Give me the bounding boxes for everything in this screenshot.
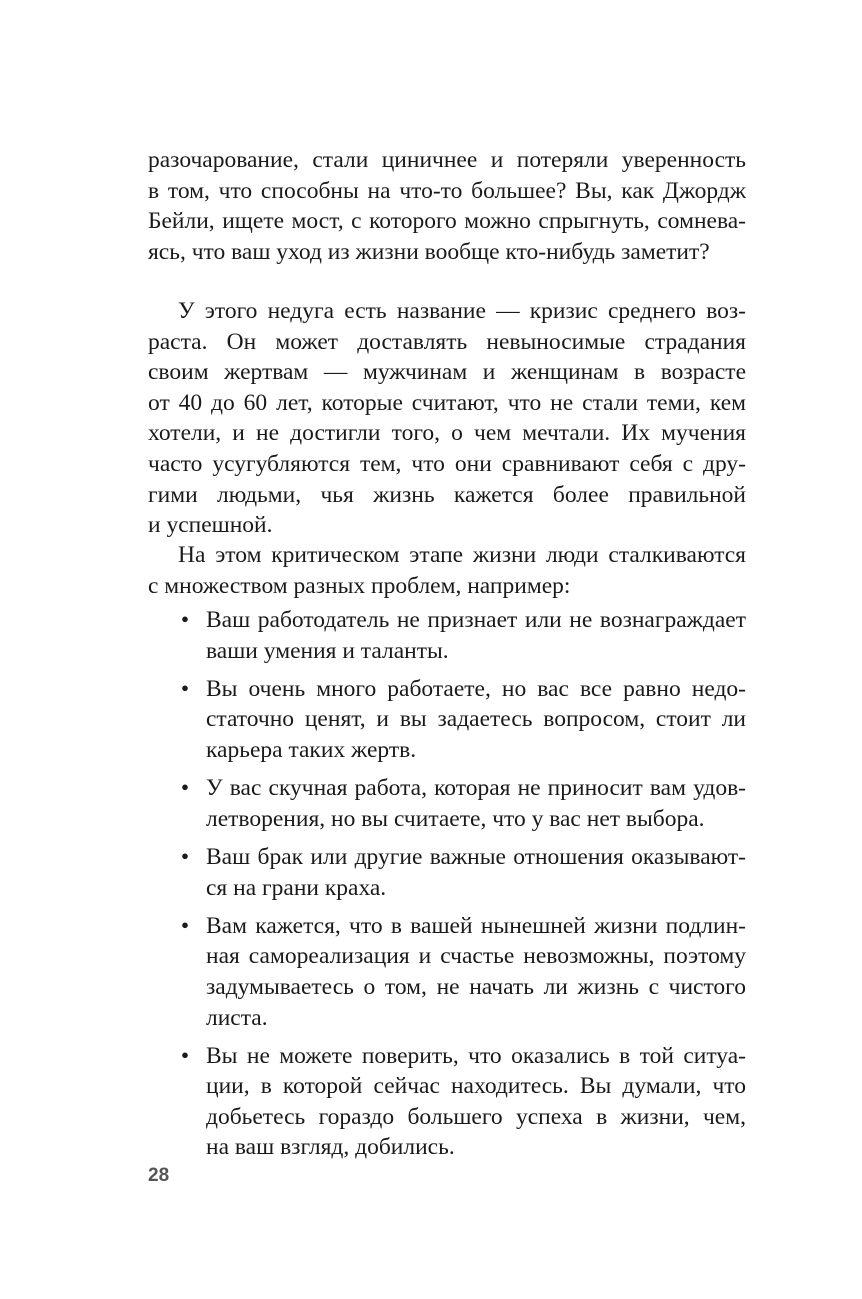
bullet-item [148,911,746,1033]
paragraph-problems-intro [148,540,746,601]
bullet-line: Ваш работодатель не признает или не вознаграждает [206,607,746,633]
bullet-line: добьетесь гораздо большего успеха в жизни, чем, [206,1103,746,1130]
bullet-line: ваши умения и таланты. [206,637,449,664]
bullet-item [148,1041,746,1163]
bullet-icon: • [180,675,190,702]
paragraph-line: раста. Он может доставлять невыносимые страдания [148,328,746,355]
bullet-line: У вас скучная работа, которая не приносит вам удов- [206,775,746,802]
paragraph-line: часто усугубляются тем, что они сравнивают себя с дру- [148,450,746,477]
bullet-line: Вы очень много работаете, но вас все равно недо- [206,675,746,702]
bullet-line: статочно ценят, и вы задаетесь вопросом, стоит ли [206,706,746,733]
paragraph-line: гими людьми, чья жизнь кажется более правильной [148,481,746,508]
paragraph-line: хотели, и не достигли того, о чем мечтали. Их мучения [148,420,746,447]
paragraph-continuation [148,145,746,267]
paragraph-line: своим жертвам — мужчинам и женщинам в возрасте [148,359,746,386]
paragraph-line: ясь, что ваш уход из жизни вообще кто-нибудь заметит? [148,238,710,265]
paragraph-midlife-crisis [148,296,746,541]
paragraph-line: У этого недуга есть название — кризис среднего воз- [178,298,746,324]
bullet-line: задумываетесь о том, не начать ли жизнь с чистого [206,973,746,1000]
problems-bullet-list [148,605,746,1171]
bullet-item [148,842,746,903]
bullet-icon: • [180,775,190,802]
page-number: 28 [148,1165,170,1186]
paragraph-line: от 40 до 60 лет, которые считают, что не стали теми, кем [148,389,746,416]
bullet-item [148,674,746,766]
paragraph-line: Бейли, ищете мост, с которого можно спрыгнуть, сомнева- [148,208,746,235]
bullet-line: карьера таких жертв. [206,736,417,763]
bullet-line: Ваш брак или другие важные отношения оказывают- [206,843,746,870]
bullet-icon: • [180,912,190,939]
bullet-line: на ваш взгляд, добились. [206,1134,455,1161]
paragraph-line: разочарование, стали циничнее и потеряли уверенность [148,147,746,173]
bullet-line: летворения, но вы считаете, что у вас нет выбора. [206,805,705,832]
bullet-line: ся на грани краха. [206,874,387,901]
paragraph-line: в том, что способны на что-то большее? Вы, как Джордж [148,177,746,204]
bullet-line: Вы не можете поверить, что оказались в той ситуа- [206,1042,746,1069]
bullet-icon: • [180,607,190,633]
bullet-line: ции, в которой сейчас находитесь. Вы думали, что [206,1073,746,1100]
bullet-item [148,605,746,666]
bullet-line: Вам кажется, что в вашей нынешней жизни подлин- [206,912,746,939]
paragraph-line: На этом критическом этапе жизни люди сталкиваются [178,542,746,568]
paragraph-line: с множеством разных проблем, например: [148,572,571,599]
bullet-icon: • [180,1042,190,1069]
bullet-line: ная самореализация и счастье невозможны, поэтому [206,943,746,970]
bullet-icon: • [180,843,190,870]
bullet-item [148,773,746,834]
paragraph-line: и успешной. [148,512,273,539]
bullet-line: листа. [206,1004,268,1031]
